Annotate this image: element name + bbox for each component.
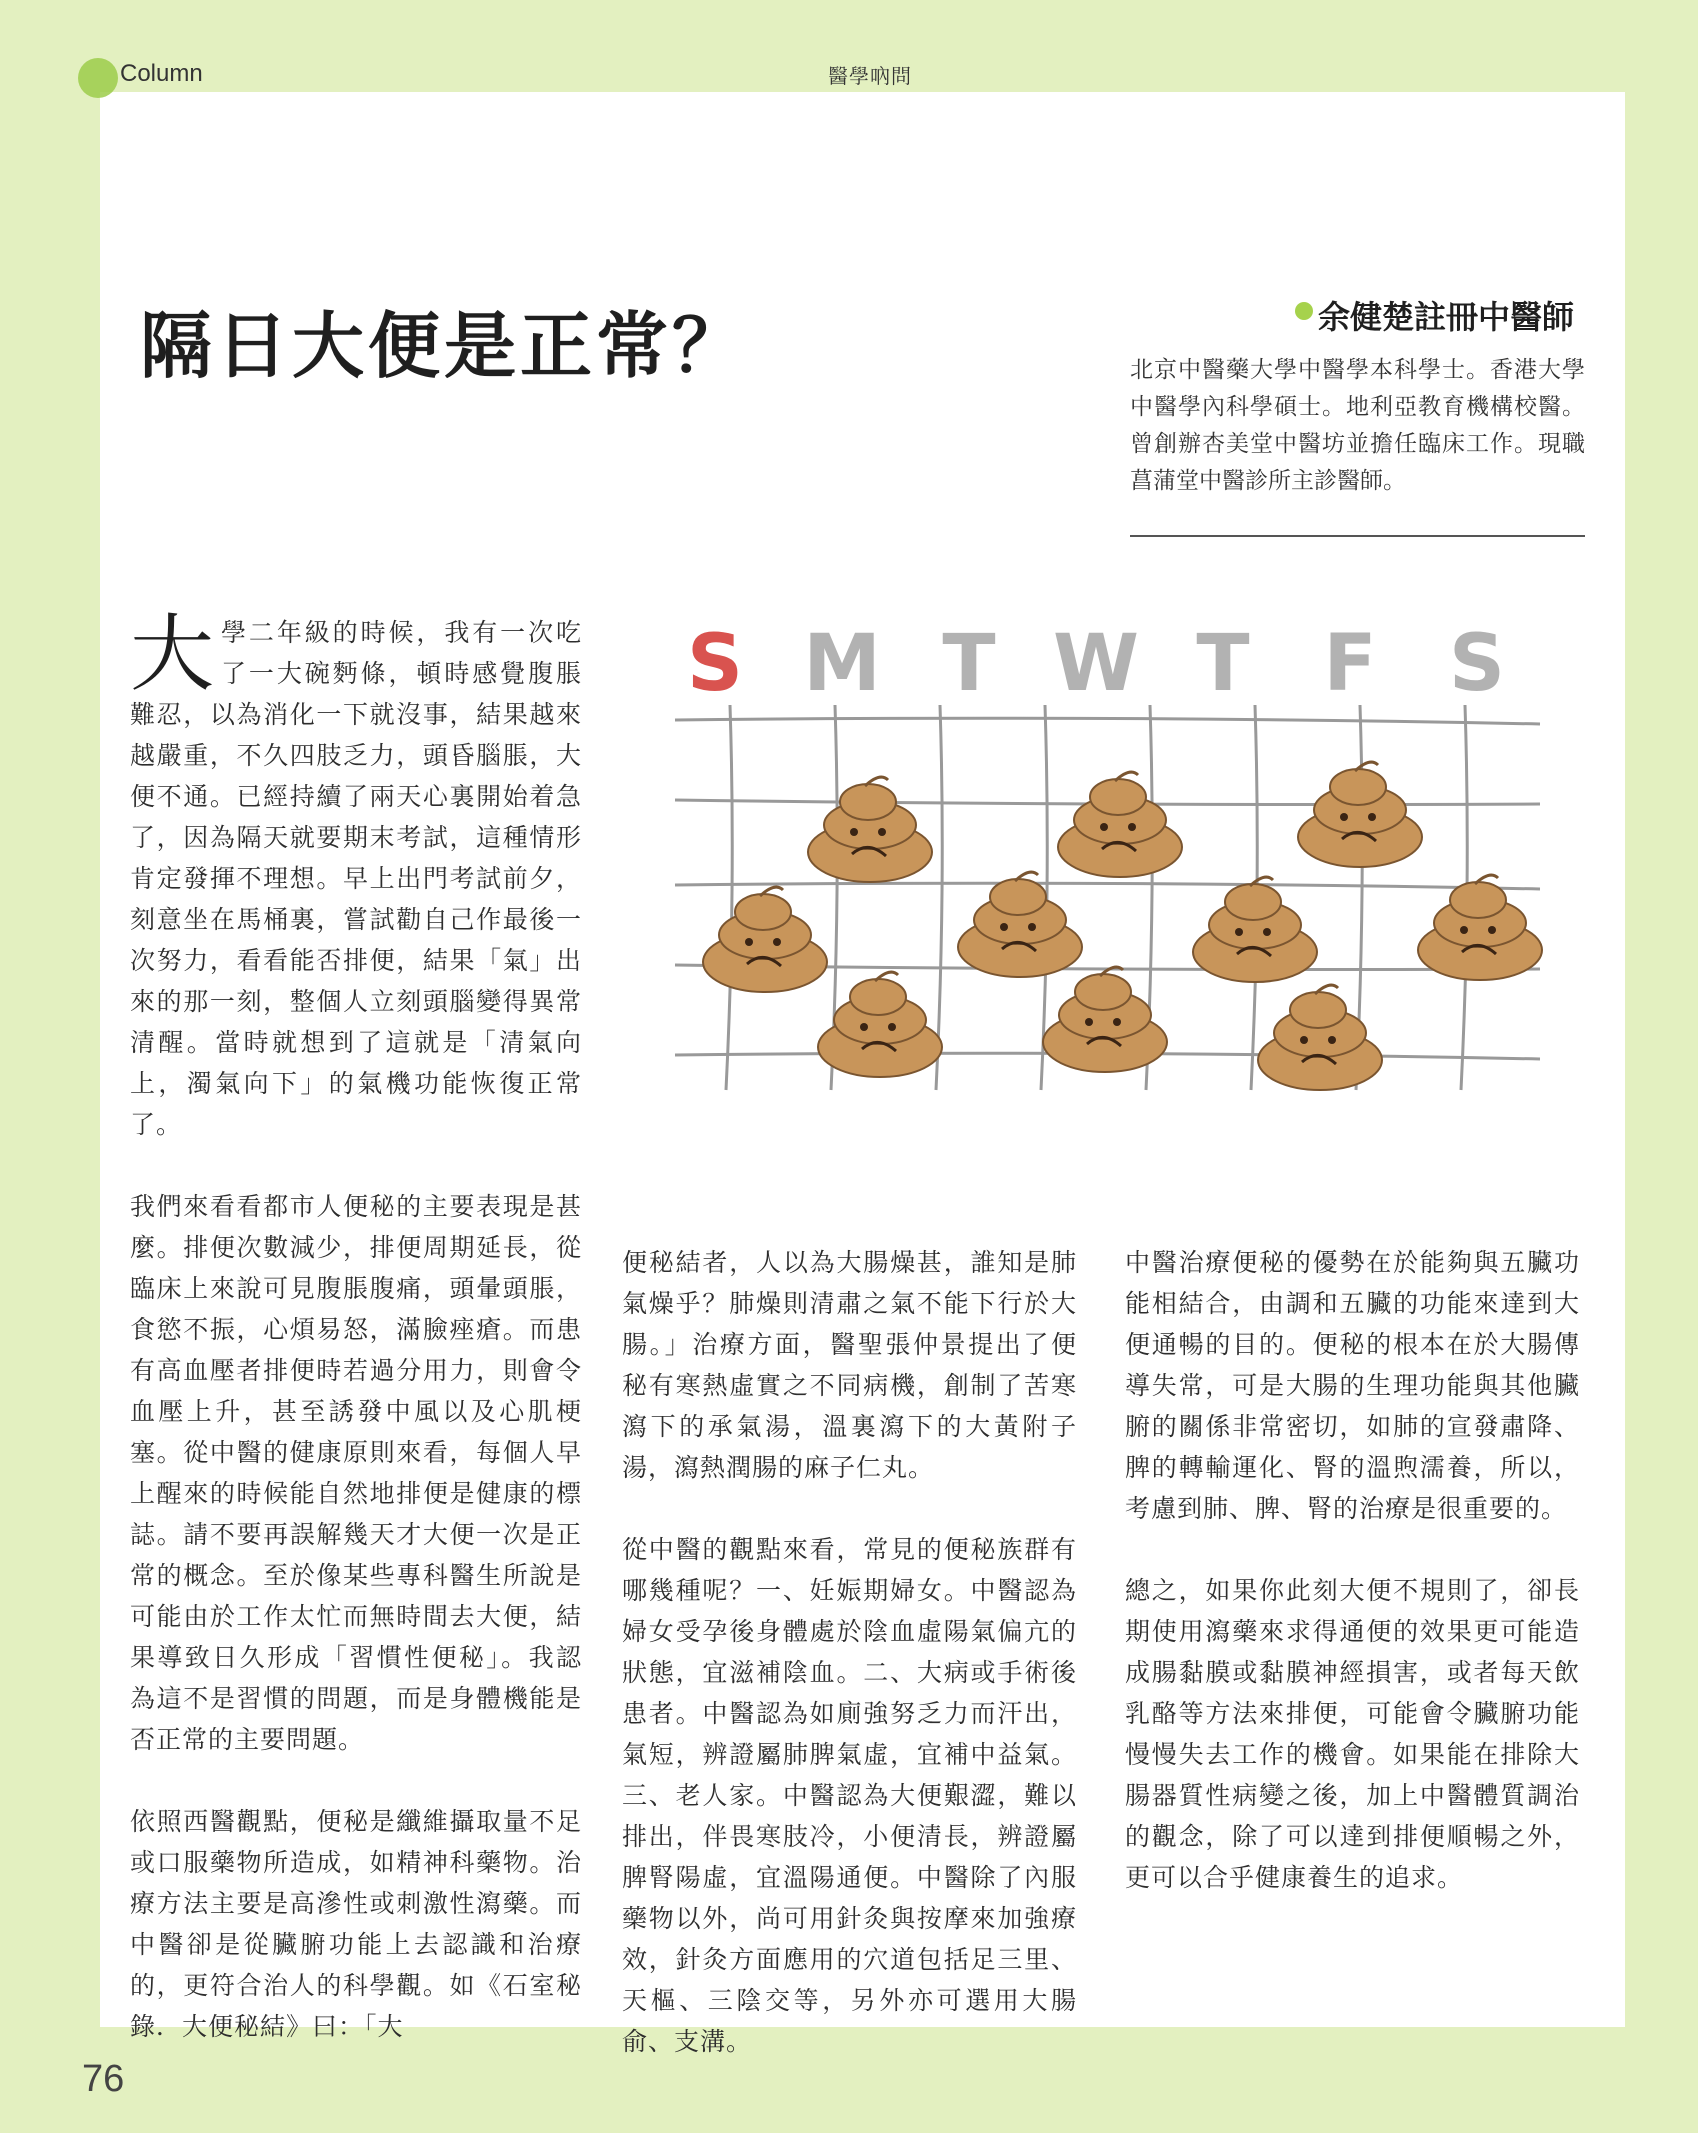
paragraph-6: 中醫治療便秘的優勢在於能夠與五臟功能相結合，由調和五臟的功能來達到大便通暢的目的。便秘的根本在於大腸傳導失常，可是大腸的生理功能與其他臟腑的關係非常密切，如肺的宣發肅降、脾的轉輸運化、腎的溫煦濡養，所以，考慮到肺、脾、腎的治療是很重要的。 — [1125, 1248, 1580, 1523]
frowning-poop-icon — [1418, 875, 1542, 980]
author-bullet-icon — [1295, 302, 1313, 320]
paragraph-2: 我們來看看都市人便秘的主要表現是甚麼。排便次數減少，排便周期延長，從臨床上來說可見腹脹腹痛，頭暈頭脹，食慾不振，心煩易怒，滿臉痤瘡。而患有高血壓者排便時若過分用力，則會令血壓上升，甚至誘發中風以及心肌梗塞。從中醫的健康原則來看，每個人早上醒來的時候能自然地排便是健康的標誌。請不要再誤解幾天才大便一次是正常的概念。至於像某些專科醫生所說是可能由於工作太忙而無時間去大便，結果導致日久形成「習慣性便秘」。我認為這不是習慣的問題，而是身體機能是否正常的主要問題。 — [130, 1192, 582, 1754]
text-column-2 — [622, 1242, 1077, 2062]
frowning-poop-icon — [1258, 985, 1382, 1090]
weekday-letter: S — [1448, 619, 1506, 709]
frowning-poop-icon — [808, 777, 932, 882]
paragraph-7: 總之，如果你此刻大便不規則了，卻長期使用瀉藥來求得通便的效果更可能造成腸黏膜或黏膜神經損害，或者每天飲乳酪等方法來排便，可能會令臟腑功能慢慢失去工作的機會。如果能在排除大腸器質性病變之後，加上中醫體質調治的觀念，除了可以達到排便順暢之外，更可以合乎健康養生的追求。 — [1125, 1576, 1580, 1892]
weekday-letter: F — [1323, 619, 1377, 709]
grid-col-line — [936, 705, 942, 1090]
calendar-illustration — [660, 610, 1560, 1110]
grid-col-line — [726, 705, 732, 1090]
column-dot-icon — [78, 58, 118, 98]
weekday-letter: M — [803, 619, 881, 709]
paragraph-4: 便秘結者，人以為大腸燥甚，誰知是肺氣燥乎？肺燥則清肅之氣不能下行於大腸。」治療方面，醫聖張仲景提出了便秘有寒熱虛實之不同病機，創制了苦寒瀉下的承氣湯，溫裏瀉下的大黃附子湯，瀉熱潤腸的麻子仁丸。 — [622, 1248, 1077, 1482]
section-label: 醫學吶問 — [828, 64, 912, 88]
frowning-poop-icon — [1043, 967, 1167, 1072]
weekday-letter: W — [1052, 619, 1140, 709]
grid-row-line — [675, 883, 1540, 889]
author-name: 余健楚註冊中醫師 — [1318, 298, 1575, 336]
column-label: Column — [120, 60, 203, 87]
text-column-3 — [1125, 1242, 1580, 1898]
weekday-letter: T — [942, 619, 996, 709]
frowning-poop-icon — [958, 872, 1082, 977]
weekday-letter: S — [686, 619, 744, 709]
article-title: 隔日大便是正常？ — [140, 304, 749, 388]
drop-cap: 大 — [130, 605, 216, 703]
frowning-poop-icon — [1298, 762, 1422, 867]
text-column-1 — [130, 605, 582, 2047]
frowning-poop-icon — [703, 887, 827, 992]
frowning-poop-icon — [1193, 877, 1317, 982]
frowning-poop-icon — [1058, 772, 1182, 877]
frowning-poop-icon — [818, 972, 942, 1077]
page-number: 76 — [82, 2058, 125, 2100]
paragraph-1: 大學二年級的時候，我有一次吃了一大碗麪條，頓時感覺腹脹難忍，以為消化一下就沒事，結果越來越嚴重，不久四肢乏力，頭昏腦脹，大便不通。已經持續了兩天心裏開始着急了，因為隔天就要期末考試，這種情形肯定發揮不理想。早上出門考試前夕，刻意坐在馬桶裏，嘗試勸自己作最後一次努力，看看能否排便，結果「氣」出來的那一刻，整個人立刻頭腦變得異常清醒。當時就想到了這就是「清氣向上，濁氣向下」的氣機功能恢復正常了。 — [130, 605, 582, 1139]
paragraph-3: 依照西醫觀點，便秘是纖維攝取量不足或口服藥物所造成，如精神科藥物。治療方法主要是高滲性或刺激性瀉藥。而中醫卻是從臟腑功能上去認識和治療的，更符合治人的科學觀。如《石室秘錄．大便秘結》曰：「大 — [130, 1807, 582, 2041]
weekday-letter: T — [1196, 619, 1250, 709]
author-bio: 北京中醫藥大學中醫學本科學士。香港大學中醫學內科學碩士。地利亞教育機構校醫。曾創辦杏美堂中醫坊並擔任臨床工作。現職菖蒲堂中醫診所主診醫師。 — [1130, 357, 1585, 494]
author-divider — [1130, 535, 1585, 537]
paragraph-5: 從中醫的觀點來看，常見的便秘族群有哪幾種呢？一、妊娠期婦女。中醫認為婦女受孕後身體處於陰血虛陽氣偏亢的狀態，宜滋補陰血。二、大病或手術後患者。中醫認為如廁強努乏力而汗出，氣短，辨證屬肺脾氣虛，宜補中益氣。三、老人家。中醫認為大便艱澀，難以排出，伴畏寒肢冷，小便清長，辨證屬脾腎陽虛，宜溫陽通便。中醫除了內服藥物以外，尚可用針灸與按摩來加強療效，針灸方面應用的穴道包括足三里、天樞、三陰交等，另外亦可選用大腸俞、支溝。 — [622, 1535, 1077, 2056]
grid-row-line — [675, 718, 1540, 724]
